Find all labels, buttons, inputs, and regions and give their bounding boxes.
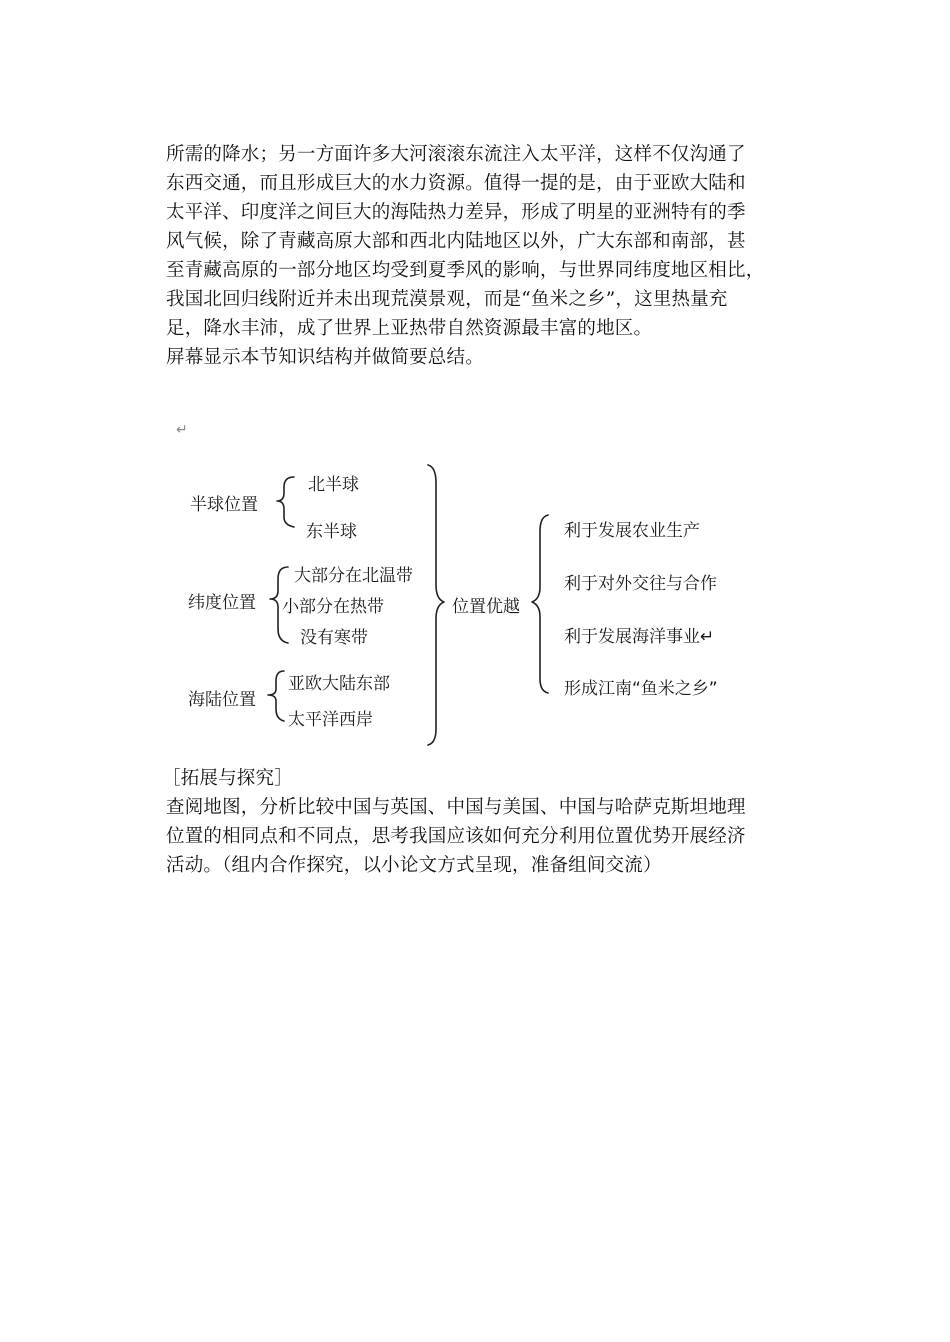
land-sea-brace bbox=[268, 671, 284, 721]
advantages-brace bbox=[532, 515, 548, 693]
text-line: 太平洋、印度洋之间巨大的海陆热力差异，形成了明星的亚洲特有的季 bbox=[166, 202, 746, 223]
paragraph-mark-icon: ↵ bbox=[176, 422, 188, 438]
extension-section bbox=[162, 764, 806, 880]
text-line: 查阅地图，分析比较中国与英国、中国与美国、中国与哈萨克斯坦地理 bbox=[166, 797, 746, 818]
section-heading: ［拓展与探究］ bbox=[162, 768, 293, 789]
body-paragraph-2 bbox=[166, 343, 806, 372]
hemisphere-item: 东半球 bbox=[306, 522, 357, 542]
land-sea-item: 太平洋西岸 bbox=[288, 710, 373, 730]
text-line: 风气候，除了青藏高原大部和西北内陆地区以外，广大东部和南部，甚 bbox=[166, 231, 746, 252]
land-sea-item: 亚欧大陆东部 bbox=[288, 674, 390, 694]
text-line: 至青藏高原的一部分地区均受到夏季风的影响，与世界同纬度地区相比， bbox=[166, 260, 765, 281]
latitude-item: 大部分在北温带 bbox=[294, 566, 413, 586]
advantage-item: 利于对外交往与合作 bbox=[564, 574, 717, 594]
advantage-item: 利于发展农业生产 bbox=[564, 521, 700, 541]
text-line: 我国北回归线附近并未出现荒漠景观，而是“鱼米之乡”，这里热量充 bbox=[166, 289, 728, 310]
text-line: 位置的相同点和不同点，思考我国应该如何充分利用位置优势开展经济 bbox=[166, 826, 746, 847]
center-label: 位置优越 bbox=[452, 597, 520, 617]
hemisphere-label: 半球位置 bbox=[190, 495, 258, 515]
text-line: 活动。（组内合作探究，以小论文方式呈现，准备组间交流） bbox=[166, 855, 662, 876]
latitude-item: 没有寒带 bbox=[300, 628, 368, 648]
knowledge-structure-diagram bbox=[170, 455, 770, 755]
text-line: 屏幕显示本节知识结构并做简要总结。 bbox=[166, 347, 484, 368]
advantage-item: 利于发展海洋事业↵ bbox=[564, 627, 715, 647]
summary-brace bbox=[428, 465, 444, 745]
land-sea-label: 海陆位置 bbox=[188, 690, 256, 710]
body-paragraph-1 bbox=[166, 140, 806, 343]
latitude-item: 小部分在热带 bbox=[282, 597, 384, 617]
hemisphere-item: 北半球 bbox=[308, 475, 359, 495]
text-line: 足，降水丰沛，成了世界上亚热带自然资源最丰富的地区。 bbox=[166, 318, 653, 339]
hemisphere-brace bbox=[277, 477, 294, 527]
latitude-label: 纬度位置 bbox=[188, 593, 256, 613]
text-line: 所需的降水；另一方面许多大河滚滚东流注入太平洋，这样不仅沟通了 bbox=[166, 144, 746, 165]
text-line: 东西交通，而且形成巨大的水力资源。值得一提的是，由于亚欧大陆和 bbox=[166, 173, 746, 194]
advantage-item: 形成江南“鱼米之乡” bbox=[564, 679, 718, 699]
